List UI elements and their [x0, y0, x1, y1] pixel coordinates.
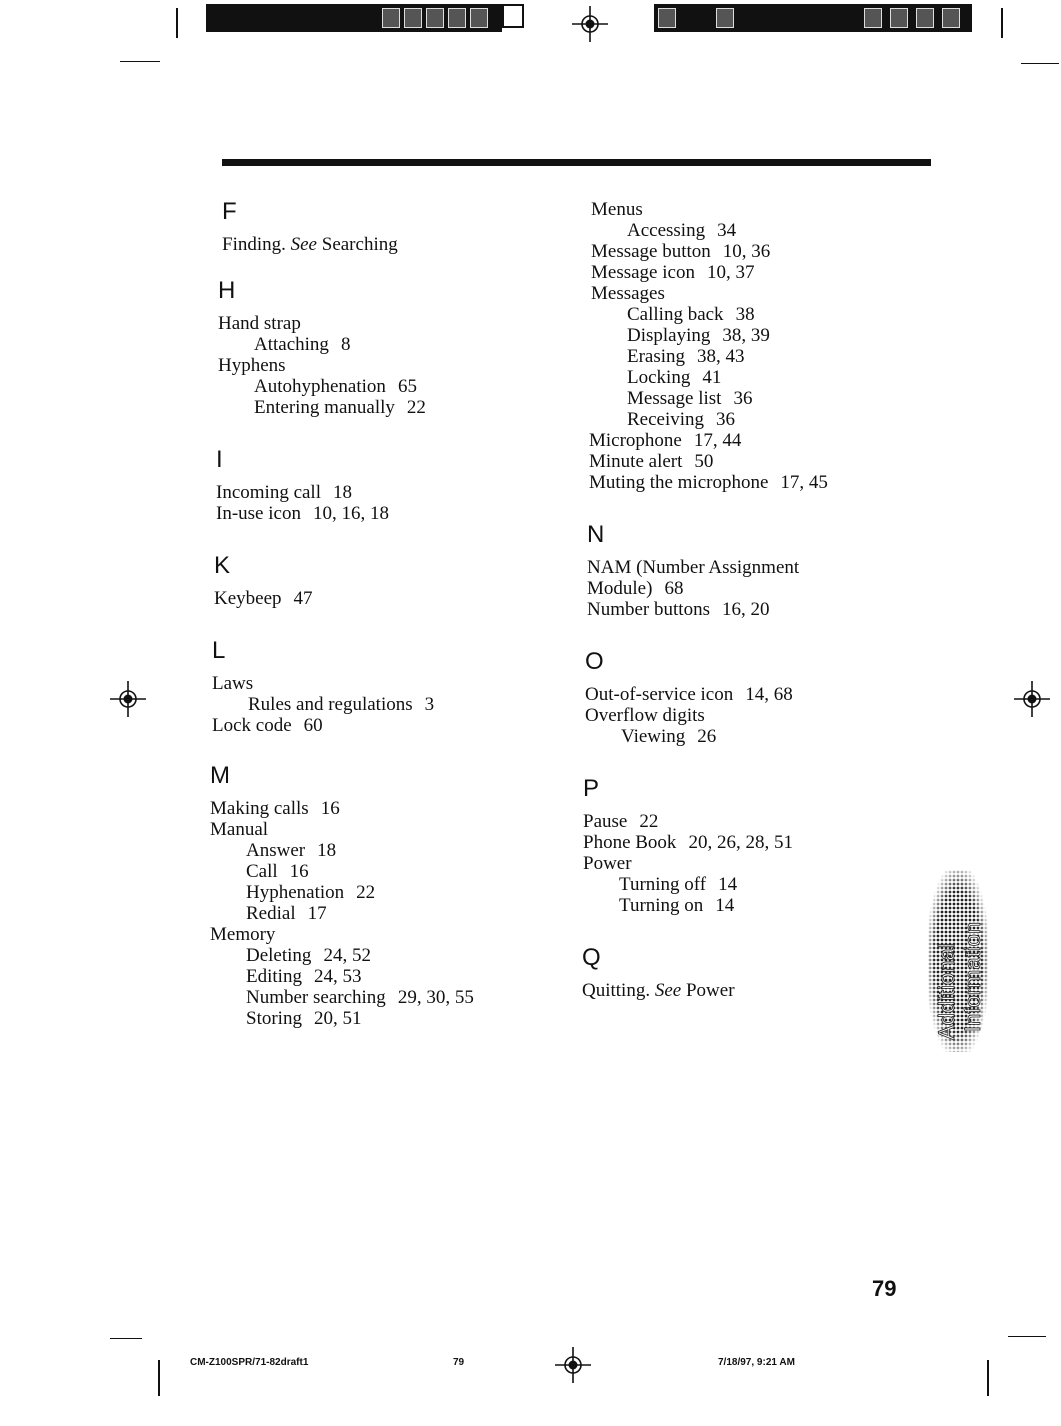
section-p — [582, 775, 902, 916]
index-entry: Hyphens — [218, 355, 286, 376]
section-letter: L — [212, 637, 226, 664]
index-subentry: Turning on 14 — [619, 895, 735, 916]
index-entry: Quitting. See Power — [582, 980, 735, 1001]
registration-mark-right-icon — [1014, 681, 1050, 717]
index-subentry: Answer 18 — [246, 840, 337, 861]
index-entry: Messages — [591, 283, 665, 304]
index-right-column — [582, 199, 902, 1001]
index-entry: Message icon 10, 37 — [591, 262, 755, 283]
footer-page: 79 — [453, 1357, 465, 1368]
index-subentry: Call 16 — [246, 861, 309, 882]
index-subentry: Rules and regulations 3 — [248, 694, 435, 715]
page-number: 79 — [872, 1276, 897, 1301]
index-subentry: Message list 36 — [627, 388, 753, 409]
index-entry: Laws — [212, 673, 254, 694]
crop-mark-left-bottom — [110, 1338, 142, 1339]
index-subentry: Receiving 36 — [627, 409, 736, 430]
index-entry: Phone Book 20, 26, 28, 51 — [583, 832, 793, 853]
crop-mark-top-left — [176, 8, 178, 38]
index-subentry: Editing 24, 53 — [246, 966, 362, 987]
index-entry: Message button 10, 36 — [591, 241, 771, 262]
section-letter: I — [216, 446, 223, 473]
index-entry: Hand strap — [218, 313, 301, 334]
index-left-column — [212, 198, 552, 1029]
index-subentry: Redial 17 — [246, 903, 327, 924]
index-subentry: Storing 20, 51 — [246, 1008, 362, 1029]
index-entry: Out-of-service icon 14, 68 — [585, 684, 793, 705]
index-subentry: Viewing 26 — [621, 726, 717, 747]
section-h — [212, 277, 552, 418]
crop-mark-right-bottom — [1008, 1336, 1046, 1337]
section-n — [582, 521, 902, 620]
index-entry: Incoming call 18 — [216, 482, 352, 503]
index-entry: Menus — [591, 199, 643, 220]
crop-mark-top-right — [1001, 8, 1003, 38]
index-subentry: Entering manually 22 — [254, 397, 426, 418]
index-entry: NAM (Number Assignment — [587, 557, 800, 578]
index-subentry: Locking 41 — [627, 367, 722, 388]
index-entry: Manual — [210, 819, 269, 840]
index-entry: Lock code 60 — [212, 715, 323, 736]
section-m — [210, 762, 552, 1029]
index-entry: Number buttons 16, 20 — [587, 599, 770, 620]
section-i — [212, 446, 552, 524]
index-entry: Finding. See Searching — [222, 234, 398, 255]
index-entry: Module) 68 — [587, 578, 684, 599]
footer-date: 7/18/97, 9:21 AM — [718, 1357, 795, 1368]
section-letter: K — [214, 552, 231, 579]
index-subentry: Accessing 34 — [627, 220, 737, 241]
section-q — [582, 944, 902, 1001]
section-side-tab — [928, 870, 988, 1052]
index-subentry: Turning off 14 — [619, 874, 738, 895]
section-letter: P — [583, 775, 600, 802]
crop-mark-bottom-left — [158, 1360, 160, 1396]
section-letter: N — [587, 521, 605, 548]
section-letter: F — [222, 198, 237, 225]
index-entry: Pause 22 — [583, 811, 659, 832]
index-subentry: Autohyphenation 65 — [254, 376, 417, 397]
index-subentry: Number searching 29, 30, 55 — [246, 987, 474, 1008]
side-tab-line-1: Additional — [934, 943, 959, 1040]
section-letter: O — [585, 648, 604, 675]
footer-file-name: CM-Z100SPR/71-82draft1 — [190, 1357, 309, 1368]
section-letter: Q — [582, 944, 601, 971]
section-f — [212, 198, 552, 255]
index-subentry: Hyphenation 22 — [246, 882, 376, 903]
section-m-continued — [582, 199, 902, 493]
index-entry: Overflow digits — [585, 705, 705, 726]
crop-mark-left-top — [120, 61, 160, 62]
index-entry: Making calls 16 — [210, 798, 340, 819]
color-bar-left — [206, 4, 502, 32]
section-l — [212, 637, 552, 736]
side-tab-line-2: Information — [960, 921, 985, 1032]
section-letter: M — [210, 762, 230, 789]
registration-mark-top-icon — [572, 6, 608, 42]
index-entry: Memory — [210, 924, 276, 945]
index-subentry: Attaching 8 — [254, 334, 351, 355]
index-entry: In-use icon 10, 16, 18 — [216, 503, 389, 524]
index-entry: Power — [583, 853, 632, 874]
index-subentry: Erasing 38, 43 — [627, 346, 745, 367]
index-entry: Keybeep 47 — [214, 588, 313, 609]
index-subentry: Calling back 38 — [627, 304, 755, 325]
section-letter: H — [218, 277, 236, 304]
header-rule — [222, 159, 931, 166]
index-entry: Microphone 17, 44 — [589, 430, 742, 451]
index-entry: Muting the microphone 17, 45 — [589, 472, 828, 493]
index-subentry: Displaying 38, 39 — [627, 325, 770, 346]
registration-mark-left-icon — [110, 681, 146, 717]
index-subentry: Deleting 24, 52 — [246, 945, 371, 966]
index-entry: Minute alert 50 — [589, 451, 714, 472]
crop-mark-right-top — [1021, 63, 1059, 64]
registration-mark-bottom-icon — [555, 1347, 591, 1383]
section-o — [582, 648, 902, 747]
color-bar-blank-box — [502, 4, 524, 28]
section-k — [212, 552, 552, 609]
crop-mark-bottom-right — [987, 1360, 989, 1396]
color-bar-right — [654, 4, 972, 32]
